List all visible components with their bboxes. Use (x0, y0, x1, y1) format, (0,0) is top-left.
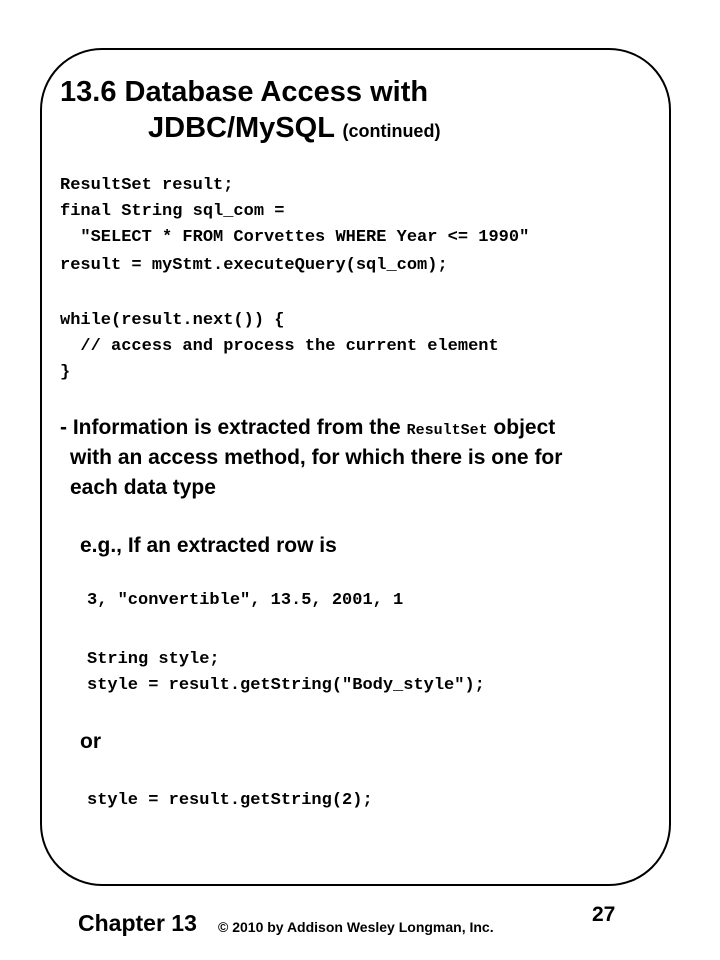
footer-copyright: © 2010 by Addison Wesley Longman, Inc. (218, 919, 494, 935)
code-line: final String sql_com = (60, 202, 285, 221)
example-row: 3, "convertible", 13.5, 2001, 1 (87, 591, 404, 610)
code-line: } (60, 363, 71, 382)
paragraph-line1 (60, 416, 555, 440)
code-line: result = myStmt.executeQuery(sql_com); (60, 256, 448, 275)
title-suffix: (continued) (342, 121, 441, 141)
paragraph-text: object (487, 416, 556, 439)
code-line: // access and process the current element (60, 337, 499, 356)
code-line: style = result.getString(2); (87, 791, 373, 810)
or-text: or (80, 730, 101, 753)
code-line: "SELECT * FROM Corvettes WHERE Year <= 1990" (60, 228, 530, 247)
paragraph-line2: with an access method, for which there is one for (70, 446, 563, 469)
inline-code-resultset: ResultSet (406, 422, 488, 439)
slide-title-line1: 13.6 Database Access with (60, 76, 429, 108)
code-line: style = result.getString("Body_style"); (87, 676, 485, 695)
code-line: String style; (87, 650, 220, 669)
code-line: while(result.next()) { (60, 311, 285, 330)
paragraph-line3: each data type (70, 476, 216, 499)
slide-title-line2 (148, 112, 440, 145)
title-main: JDBC/MySQL (148, 112, 335, 144)
example-intro: e.g., If an extracted row is (80, 534, 337, 557)
page-number: 27 (592, 903, 616, 926)
paragraph-text: - Information is extracted from the (60, 416, 407, 439)
code-line: ResultSet result; (60, 176, 234, 195)
footer-chapter: Chapter 13 (78, 910, 197, 936)
